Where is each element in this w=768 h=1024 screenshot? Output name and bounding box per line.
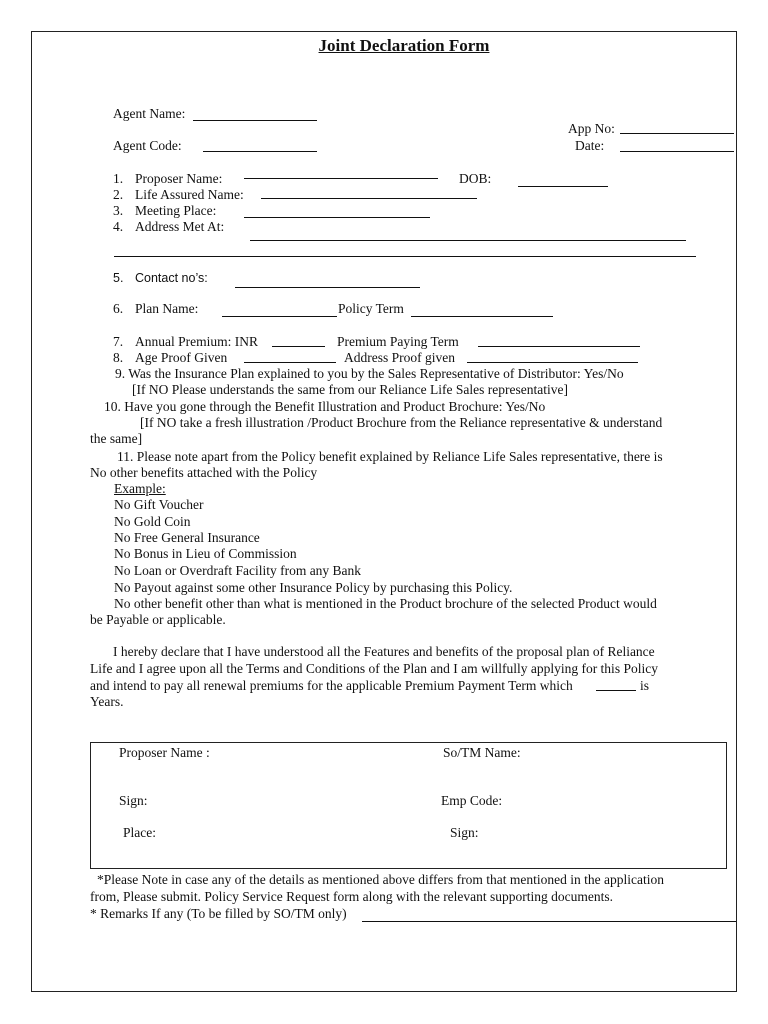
annual-premium-label: Annual Premium: INR — [135, 334, 258, 349]
remarks-label: * Remarks If any (To be filled by SO/TM only) — [90, 906, 347, 921]
date-label: Date: — [575, 138, 605, 153]
life-assured-name-label: Life Assured Name: — [135, 187, 244, 202]
item-number: 4. — [113, 219, 124, 234]
dob-field[interactable] — [518, 186, 608, 187]
example-heading: Example: — [114, 481, 166, 496]
item-number: 2. — [113, 187, 124, 202]
address-proof-label: Address Proof given — [344, 350, 455, 365]
list-item: No Gift Voucher — [114, 497, 204, 512]
date-field[interactable] — [620, 151, 734, 152]
list-item: No Bonus in Lieu of Commission — [114, 546, 297, 561]
declaration-line-4: Years. — [90, 694, 124, 709]
life-assured-name-field[interactable] — [261, 198, 477, 199]
proposer-name-label: Proposer Name: — [135, 171, 223, 186]
other-benefit-text: No other benefit other than what is mentioned in the Product brochure of the selected Product would — [114, 596, 657, 611]
item-number: 8. — [113, 350, 124, 365]
plan-name-label: Plan Name: — [135, 301, 199, 316]
meeting-place-field[interactable] — [244, 217, 430, 218]
premium-paying-term-label: Premium Paying Term — [337, 334, 459, 349]
app-no-field[interactable] — [620, 133, 734, 134]
question-11-cont: No other benefits attached with the Policy — [90, 465, 318, 480]
agent-name-field[interactable] — [193, 120, 317, 121]
signature-box — [90, 742, 727, 869]
agent-code-label: Agent Code: — [113, 138, 182, 153]
list-item: No Loan or Overdraft Facility from any Bank — [114, 563, 362, 578]
sotm-name-label: So/TM Name: — [443, 745, 521, 760]
address-met-at-label: Address Met At: — [135, 219, 225, 234]
contact-no-label: Contact no’s: — [135, 271, 208, 285]
question-10-note-cont: the same] — [90, 431, 143, 446]
question-9-note: [If NO Please understands the same from our Reliance Life Sales representative] — [132, 382, 568, 397]
address-proof-field[interactable] — [467, 362, 638, 363]
declaration-line-2: Life and I agree upon all the Terms and Conditions of the Plan and I am willfully applying for this Policy — [90, 661, 658, 676]
declaration-line-1: I hereby declare that I have understood all the Features and benefits of the proposal plan of Reliance — [113, 644, 655, 659]
policy-term-field[interactable] — [411, 316, 553, 317]
policy-term-label: Policy Term — [338, 301, 404, 316]
agent-code-field[interactable] — [203, 151, 317, 152]
premium-paying-term-field[interactable] — [478, 346, 640, 347]
premium-term-years-field[interactable] — [596, 690, 636, 691]
place-label: Place: — [123, 825, 156, 840]
annual-premium-field[interactable] — [272, 346, 325, 347]
sotm-sign-label: Sign: — [450, 825, 479, 840]
dob-label: DOB: — [459, 171, 492, 186]
question-10-note: [If NO take a fresh illustration /Product Brochure from the Reliance representative & understand — [140, 415, 663, 430]
item-number: 6. — [113, 301, 124, 316]
list-item: No Gold Coin — [114, 514, 191, 529]
declaration-line-3-end: is — [640, 678, 650, 693]
proposer-sign-label: Sign: — [119, 793, 148, 808]
meeting-place-label: Meeting Place: — [135, 203, 217, 218]
plan-name-field[interactable] — [222, 316, 337, 317]
item-number: 1. — [113, 171, 124, 186]
proposer-name-sign-label: Proposer Name : — [119, 745, 210, 760]
app-no-label: App No: — [568, 121, 615, 136]
remarks-field[interactable] — [362, 921, 736, 922]
emp-code-label: Emp Code: — [441, 793, 503, 808]
contact-no-field[interactable] — [235, 287, 420, 288]
item-number: 5. — [113, 271, 124, 285]
address-field-line-2[interactable] — [114, 256, 696, 257]
question-11: 11. Please note apart from the Policy benefit explained by Reliance Life Sales representative, there is — [117, 449, 663, 464]
list-item: No Free General Insurance — [114, 530, 260, 545]
note-line-1: *Please Note in case any of the details as mentioned above differs from that mentioned in the application — [97, 872, 664, 887]
item-number: 7. — [113, 334, 124, 349]
proposer-name-field[interactable] — [244, 178, 438, 179]
age-proof-label: Age Proof Given — [135, 350, 228, 365]
item-number: 3. — [113, 203, 124, 218]
agent-name-label: Agent Name: — [113, 106, 186, 121]
list-item: No Payout against some other Insurance Policy by purchasing this Policy. — [114, 580, 513, 595]
form-title: Joint Declaration Form — [318, 36, 490, 55]
note-line-2: from, Please submit. Policy Service Request form along with the relevant supporting documents. — [90, 889, 614, 904]
declaration-line-3: and intend to pay all renewal premiums for the applicable Premium Payment Term which — [90, 678, 573, 693]
address-field-line-1[interactable] — [250, 240, 686, 241]
other-benefit-text-cont: be Payable or applicable. — [90, 612, 226, 627]
question-10: 10. Have you gone through the Benefit Illustration and Product Brochure: Yes/No — [104, 399, 546, 414]
age-proof-field[interactable] — [244, 362, 336, 363]
question-9: 9. Was the Insurance Plan explained to you by the Sales Representative of Distributor: Yes/No — [115, 366, 624, 381]
